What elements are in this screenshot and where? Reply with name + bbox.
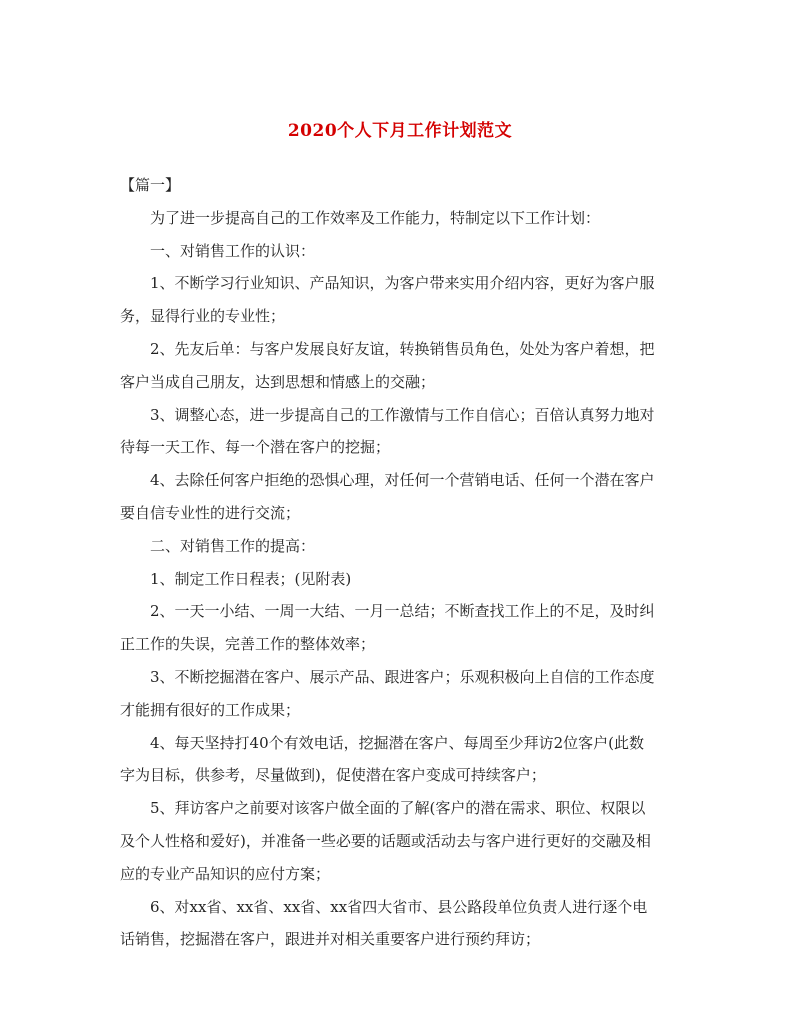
paragraph-line: 5、拜访客户之前要对该客户做全面的了解(客户的潜在需求、职位、权限以 bbox=[150, 799, 646, 818]
section-heading: 一、对销售工作的认识： bbox=[150, 241, 316, 260]
paragraph-line: 及个人性格和爱好)，并准备一些必要的话题或活动去与客户进行更好的交融及相 bbox=[120, 831, 651, 850]
paragraph-line: 6、对xx省、xx省、xx省、xx省四大省市、县公路段单位负责人进行逐个电 bbox=[150, 897, 648, 916]
paragraph-line: 务，显得行业的专业性； bbox=[120, 307, 286, 326]
paragraph-line: 3、不断挖掘潜在客户、展示产品、跟进客户；乐观积极向上自信的工作态度 bbox=[150, 667, 655, 686]
paragraph-line: 1、不断学习行业知识、产品知识，为客户带来实用介绍内容，更好为客户服 bbox=[150, 274, 655, 293]
paragraph-line: 3、调整心态，进一步提高自己的工作激情与工作自信心；百倍认真努力地对 bbox=[150, 405, 655, 424]
page-title: 2020个人下月工作计划范文 bbox=[287, 121, 513, 141]
paragraph-line: 正工作的失误，完善工作的整体效率； bbox=[120, 635, 376, 654]
section-label: 【篇一】 bbox=[120, 176, 181, 194]
paragraph-line: 应的专业产品知识的应付方案； bbox=[120, 864, 331, 883]
paragraph-line: 2、一天一小结、一周一大结、一月一总结；不断查找工作上的不足，及时纠 bbox=[150, 602, 655, 621]
paragraph-line: 2、先友后单：与客户发展良好友谊，转换销售员角色，处处为客户着想，把 bbox=[150, 339, 655, 358]
document-body bbox=[120, 174, 680, 961]
paragraph-line: 4、每天坚持打40个有效电话，挖掘潜在客户、每周至少拜访2位客户(此数 bbox=[150, 733, 645, 752]
paragraph-line: 待每一天工作、每一个潜在客户的挖掘； bbox=[120, 438, 391, 457]
paragraph-line: 话销售，挖掘潜在客户，跟进并对相关重要客户进行预约拜访； bbox=[120, 930, 541, 949]
paragraph-line: 字为目标，供参考，尽量做到)，促使潜在客户变成可持续客户； bbox=[120, 766, 546, 785]
paragraph-line: 客户当成自己朋友，达到思想和情感上的交融； bbox=[120, 372, 436, 391]
paragraph-line: 要自信专业性的进行交流； bbox=[120, 503, 301, 522]
paragraph-line: 1、制定工作日程表；(见附表) bbox=[150, 569, 352, 588]
paragraph-line: 为了进一步提高自己的工作效率及工作能力，特制定以下工作计划： bbox=[150, 208, 601, 227]
paragraph-line: 才能拥有很好的工作成果； bbox=[120, 700, 301, 719]
paragraph-line: 4、去除任何客户拒绝的恐惧心理，对任何一个营销电话、任何一个潜在客户 bbox=[150, 471, 655, 490]
section-heading: 二、对销售工作的提高： bbox=[150, 536, 316, 555]
